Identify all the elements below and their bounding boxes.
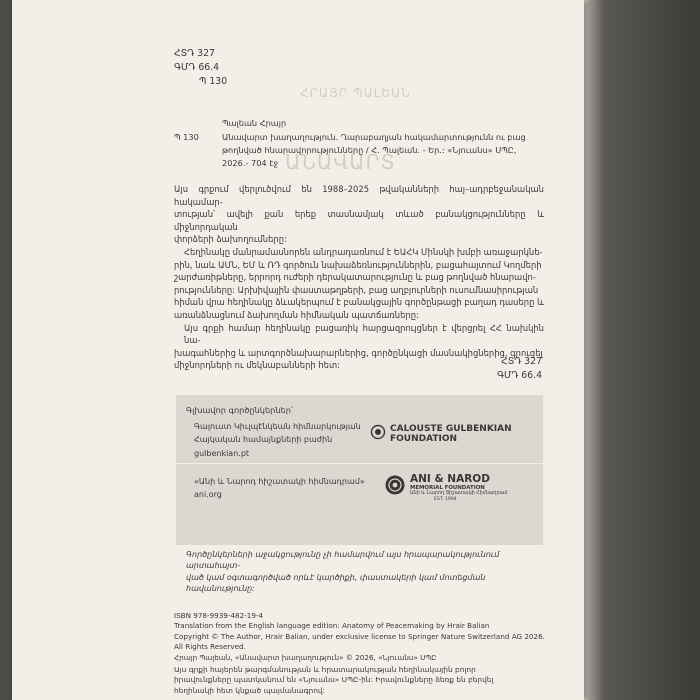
background-edge [584,0,700,700]
abstract [174,183,544,372]
abstract-line: շարժառիթները, երրորդ ուժերի դերակատարությունը և բաց թողնված հնարավո- [174,272,536,283]
author-mark: Պ 130 [199,76,228,87]
gulbenkian-logo-text: FOUNDATION [390,434,458,444]
rights-notice-line: Այս գրքի հայերեն թարգմանության և հրատարակության հեղինակային բոլոր [174,665,476,674]
rights-notice-line: իրավունքները պատկանում են «Նյուանս» ՍՊԸ-ին: Իրավունքները ձեռք են բերվել [174,675,494,685]
isbn: ISBN 978-9939-482-19-4 [174,611,264,620]
rights-line: All Rights Reserved. [174,642,246,652]
imprint [174,611,549,663]
partners-disclaimer [176,545,543,592]
gulbenkian-url: gulbenkian.pt [194,449,250,458]
abstract-line: առանձնացնում ձախողման հիմնական պատճառները: [174,309,419,320]
catalog-title-line: 2026.- 704 էջ [222,158,279,168]
udc-code: ՀՏԴ 327 [174,48,215,59]
rights-notice [174,665,549,696]
ani-narod-logo-icon [384,474,406,496]
udc-code-bottom: ՀՏԴ 327 [501,356,542,367]
abstract-line: տության՝ ավելի քան երեք տասնամյակ տևած բանակցությունները և միջնորդական [174,209,544,232]
abstract-line: Այս գրքում վերլուծվում են 1988–2025 թվականների հայ–ադրբեջանական հակամար- [174,184,544,207]
partners-heading: Գլխավոր գործընկերներ՝ [186,405,293,415]
bleed-through-mark: ԱՆԱՎԱՐՏ [285,150,396,174]
catalog-code: Պ 130 [174,132,199,142]
disclaimer-line: Գործընկերների աջակցությունը չի համարվում այս հրապարակությունում արտահայտ- [186,550,500,571]
abstract-line: փորձերի ձախողումները: [174,234,287,245]
abstract-line: Հեղինակը մանրամասնորեն անդրադառնում է ԵԱՀԿ Մինսկի խմբի առաջարկնե- [184,246,543,257]
ani-narod-logo-text: EST. 1994 [434,497,457,502]
bbk-code-bottom: ԳՄԴ 66.4 [496,370,542,381]
copyright-line: Copyright © The Author, Hrair Balian, under exclusive license to Springer Nature Switzerland AG 2026. [174,631,545,641]
ani-name-line: «Անի և Նարոդ հիշատակի հիմնադրամ» [194,477,365,486]
ani-narod-logo-text: ANI & NAROD [410,473,490,485]
catalog-title-line: Անավարտ խաղաղություն. Ղարաբաղյան հակամարտությունն ու բաց [222,132,526,142]
abstract-line: հիման վրա հեղինակը ձևակերպում է բանակցային գործընթացի բաղադ դասերը և [174,297,544,308]
partners-box [176,395,543,545]
catalog-title-line: թողնված հնարավորությունները / Հ. Պալեան. - Եր.: «Նյուանս» ՍՊԸ, [222,145,517,155]
ani-url: ani.org [194,490,222,499]
abstract-line: րությունները: Արխիվային փաստաթղթերի, բաց աղբյուրների ուսումնասիրության [174,284,539,295]
ani-narod-logo-text: Անի և Նարոդ Յիշատակի Հիմնադրամ [410,491,508,496]
bleed-through-mark: ՀՐԱՅՐ ՊԱԼԵԱՆ [300,86,411,100]
ani-narod-logo-text: MEMORIAL FOUNDATION [410,485,485,491]
bbk-code: ԳՄԴ 66.4 [174,62,220,73]
disclaimer-line: ված կամ օգտագործված որևէ կարծիքի, փաստակերի կամ մոտեցման հավանությունը: [186,572,486,594]
rights-notice-line: հեղինակի հետ կնքած պայմանագրով: [174,685,326,695]
gulbenkian-name-line: Գալուստ Կիւլպէնկեան հիմնարկության [194,422,361,431]
abstract-line: Այս գրքի համար հեղինակը բացառիկ հարցազրույցներ է վերցրել ՀՀ նախկին նա- [184,322,544,346]
catalog-author: Պալեան Հրայր [222,118,287,128]
partners-divider [176,463,543,464]
gulbenkian-name-line: Հայկական համայնքների բաժին [194,435,333,444]
abstract-line: միջնորդների ու մեկնաբանների հետ: [174,360,340,371]
gulbenkian-logo-icon [370,424,386,440]
abstract-line: րին, նաև ԱՄՆ, ԵՄ և ՌԴ գործուն նախաձեռնություններին, բացահայտում Կողմերի [174,259,542,270]
abstract-line: խագահներից և արտգործնախարարներից, գործընկացի մասնակիցներից, գրուցել [174,347,543,358]
armenian-copyright: Հրայր Պալեան, «Անավարտ խաղաղություն» © 2026, «Նյուանս» ՍՊԸ [174,652,437,662]
translation-note: Translation from the English language edition: Anatomy of Peacemaking by Hrair Balian [174,621,490,631]
gulbenkian-logo-text: CALOUSTE GULBENKIAN [390,424,512,434]
